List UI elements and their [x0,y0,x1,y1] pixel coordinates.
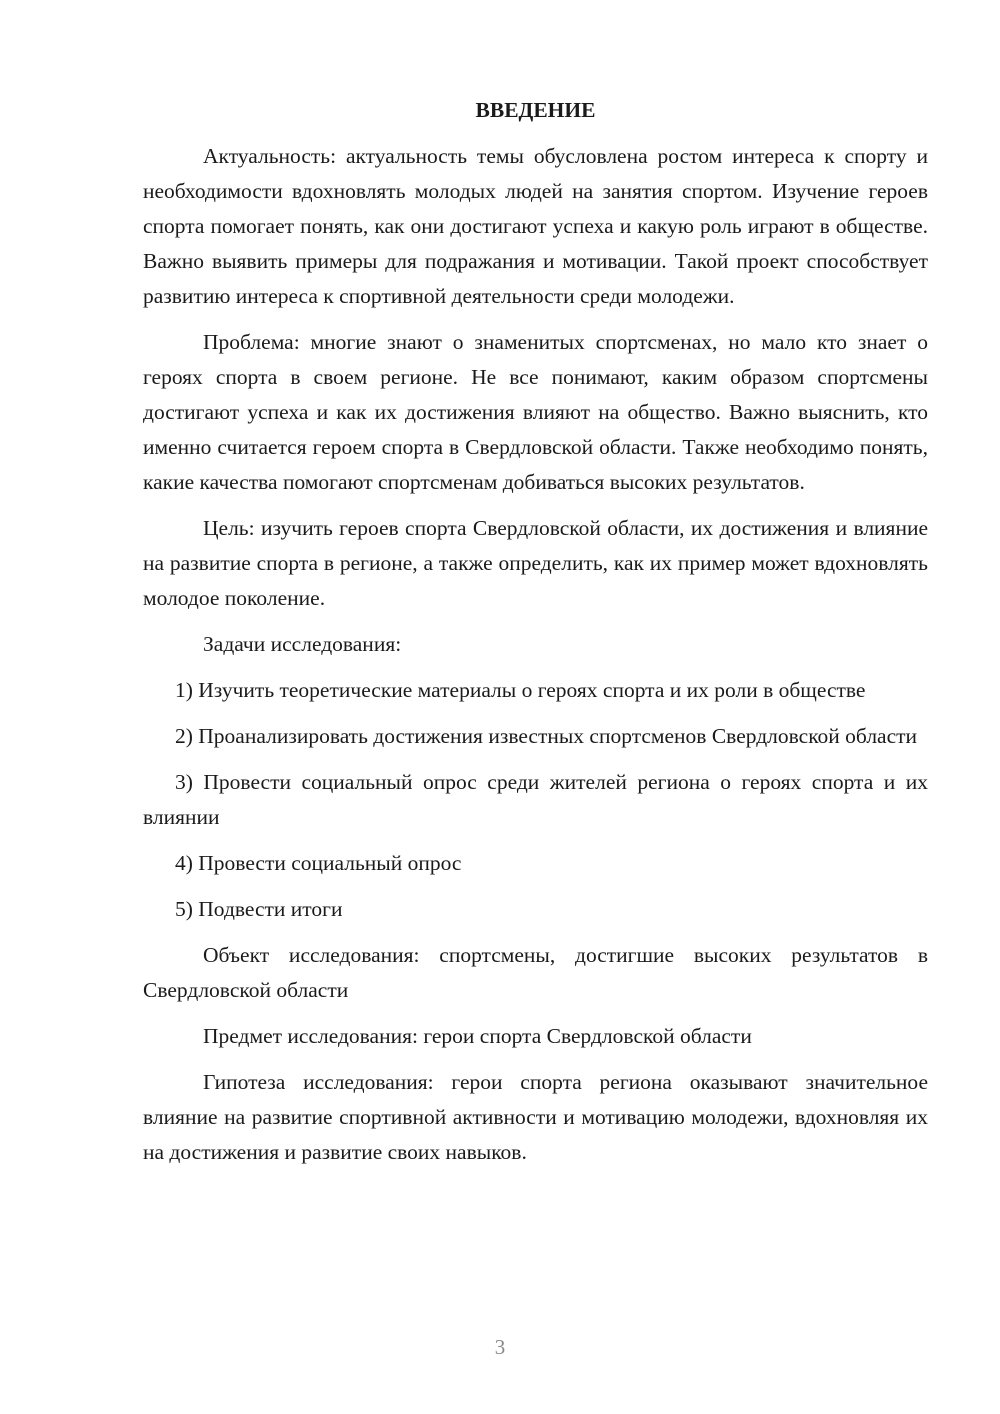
problem-paragraph: Проблема: многие знают о знаменитых спортсменах, но мало кто знает о героях спорта в своем регионе. Не все понимают, каким образом спортсмены достигают успеха и как их достижения влияют на общество. Важно выяснить, кто именно считается героем спорта в Свердловской области. Также необходимо понять, какие качества помогают спортсменам добиваться высоких результатов. [143,330,928,494]
page-title: ВВЕДЕНИЕ [475,98,596,122]
page-content [143,93,928,1181]
goal-paragraph: Цель: изучить героев спорта Свердловской области, их достижения и влияние на развитие спорта в регионе, а также определить, как их пример может вдохновлять молодое поколение. [143,516,928,610]
task-item-4: 4) Провести социальный опрос [175,851,462,875]
task-item-3: 3) Провести социальный опрос среди жителей региона о героях спорта и их влиянии [143,770,928,829]
tasks-title: Задачи исследования: [203,632,402,656]
task-item-5: 5) Подвести итоги [175,897,343,921]
page-number: 3 [494,1335,506,1359]
task-item-2: 2) Проанализировать достижения известных спортсменов Свердловской области [175,724,918,748]
object-paragraph: Объект исследования: спортсмены, достигшие высоких результатов в Свердловской области [143,943,928,1002]
relevance-paragraph: Актуальность: актуальность темы обусловлена ростом интереса к спорту и необходимости вдохновлять молодых людей на занятия спортом. Изучение героев спорта помогает понять, как они достигают успеха и какую роль играют в обществе. Важно выявить примеры для подражания и мотивации. Такой проект способствует развитию интереса к спортивной деятельности среди молодежи. [143,144,928,308]
task-item-1: 1) Изучить теоретические материалы о героях спорта и их роли в обществе [175,678,866,702]
subject-paragraph: Предмет исследования: герои спорта Свердловской области [203,1024,752,1048]
hypothesis-paragraph: Гипотеза исследования: герои спорта региона оказывают значительное влияние на развитие спортивной активности и мотивацию молодежи, вдохновляя их на достижения и развитие своих навыков. [143,1070,928,1164]
